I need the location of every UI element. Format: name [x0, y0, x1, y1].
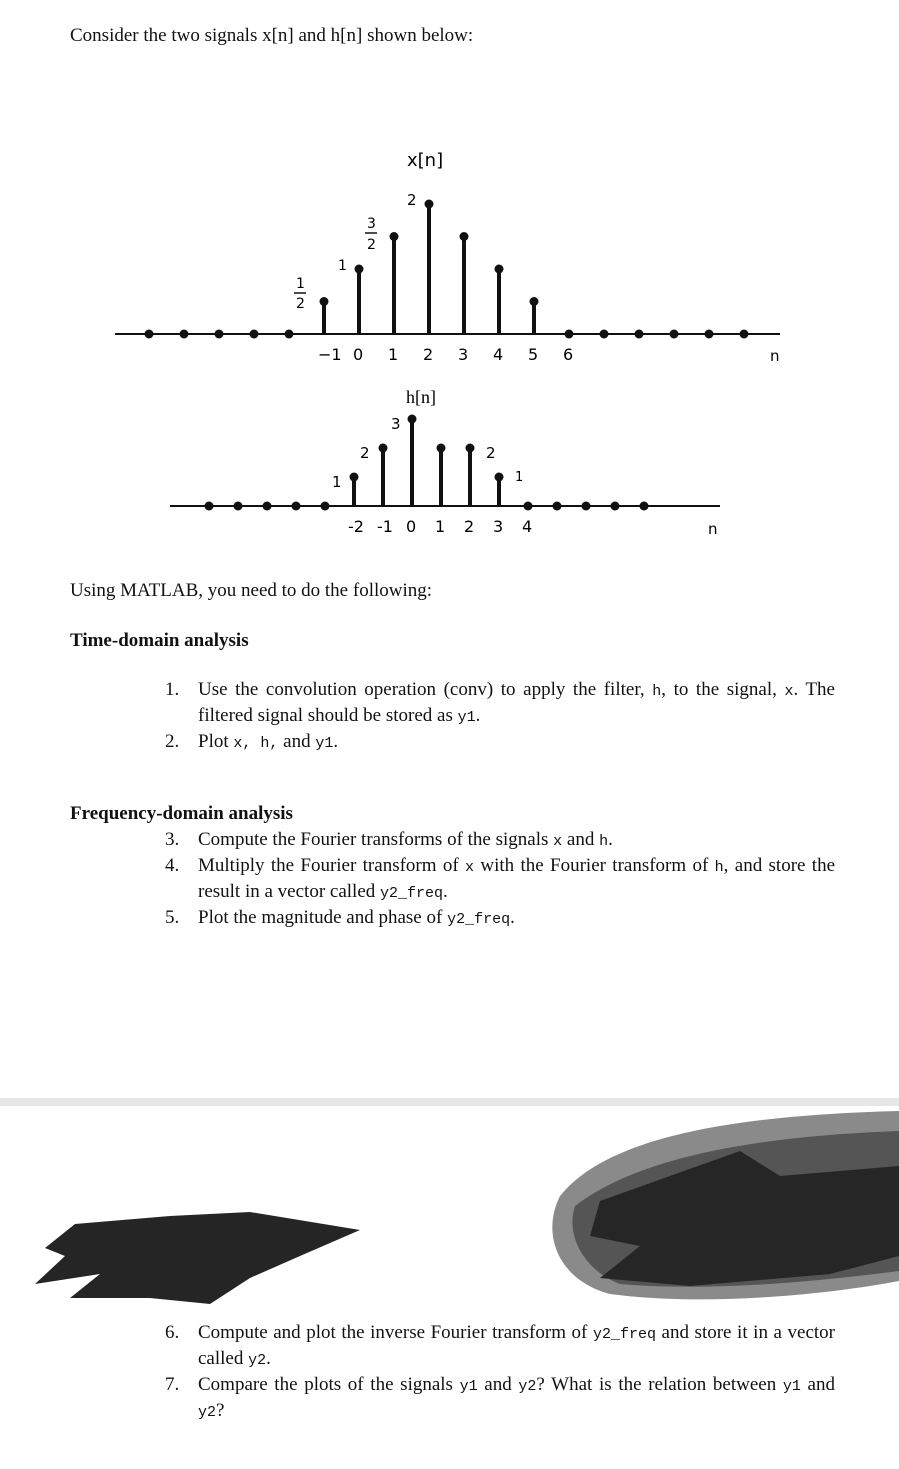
- step-2: [165, 730, 835, 756]
- zero-sample-dot: [263, 502, 272, 511]
- stem-dot: [437, 444, 446, 453]
- frequency-domain-steps: [165, 828, 835, 932]
- step-text: Use the convolution operation (conv) to apply the filter,: [198, 679, 653, 700]
- code-h: h: [714, 859, 724, 876]
- instructions-lead: Using MATLAB, you need to do the following:: [70, 580, 433, 601]
- code-y2: y2: [248, 1352, 267, 1369]
- step-number: 4.: [165, 855, 180, 876]
- zero-sample-dot: [145, 330, 154, 339]
- tick-label: 5: [528, 345, 539, 364]
- code-y2-freq: y2_freq: [592, 1326, 656, 1343]
- code-x: x: [465, 859, 475, 876]
- code-y1: y1: [457, 709, 476, 726]
- step-number: 3.: [165, 829, 180, 850]
- stem-dot: [320, 297, 329, 306]
- h-value-one-right: 1: [515, 470, 524, 485]
- zero-sample-dot: [250, 330, 259, 339]
- redaction-marks: [0, 1106, 899, 1316]
- h-axis-label: n: [708, 520, 718, 538]
- step-text: .: [475, 705, 481, 726]
- x-value-half-den: 2: [296, 296, 305, 312]
- step-number: 6.: [165, 1322, 180, 1343]
- step-4: [165, 854, 835, 906]
- zero-sample-dot: [670, 330, 679, 339]
- step-text: with the Fourier transform of: [474, 855, 715, 876]
- tick-label: -1: [377, 517, 393, 536]
- code-y2: y2: [518, 1378, 537, 1395]
- zero-sample-dot: [611, 502, 620, 511]
- stem-dot: [460, 232, 469, 241]
- step-number: 7.: [165, 1374, 180, 1395]
- zero-sample-dot: [635, 330, 644, 339]
- step-text: Compute the Fourier transforms of the signals: [198, 829, 554, 850]
- zero-sample-dot: [640, 502, 649, 511]
- tick-label: −1: [318, 345, 342, 364]
- h-value-two-right: 2: [486, 444, 496, 462]
- stem-dot: [495, 473, 504, 482]
- redaction-mark-left: [35, 1212, 360, 1304]
- code-h: h: [599, 833, 609, 850]
- signal-figure: [0, 130, 899, 555]
- tick-label: -2: [348, 517, 364, 536]
- code-y1: y1: [782, 1378, 801, 1395]
- step-text: ? What is the relation between: [536, 1374, 783, 1395]
- stem-dot: [350, 473, 359, 482]
- x-value-half-num: 1: [296, 276, 305, 292]
- zero-sample-dot: [705, 330, 714, 339]
- time-domain-heading: Time-domain analysis: [70, 630, 249, 651]
- zero-sample-dot: [234, 502, 243, 511]
- step-number: 5.: [165, 907, 180, 928]
- step-text: , and store the result in a vector called: [198, 855, 835, 902]
- stem-dot: [355, 265, 364, 274]
- step-text: and: [800, 1374, 835, 1395]
- zero-sample-dot: [582, 502, 591, 511]
- step-text: Multiply the Fourier transform of: [198, 855, 466, 876]
- code-y2-freq: y2_freq: [380, 885, 444, 902]
- step-text: .: [266, 1348, 271, 1369]
- tick-label: 0: [353, 345, 364, 364]
- code-y1: y1: [315, 735, 334, 752]
- step-5: [165, 906, 835, 932]
- step-text: , to the signal,: [661, 679, 785, 700]
- stem-dot: [379, 444, 388, 453]
- code-y2: y2: [198, 1404, 217, 1421]
- step-6: [165, 1321, 835, 1373]
- zero-sample-dot: [292, 502, 301, 511]
- step-1: [165, 678, 835, 730]
- tick-label: 2: [423, 345, 434, 364]
- zero-sample-dot: [205, 502, 214, 511]
- code-y2-freq: y2_freq: [447, 911, 511, 928]
- stem-dot: [466, 444, 475, 453]
- x-value-threehalf-num: 3: [367, 216, 376, 232]
- step-text: . The filtered signal should be stored as: [198, 679, 835, 726]
- tick-label: 1: [388, 345, 399, 364]
- zero-sample-dot: [600, 330, 609, 339]
- redacted-scribble-area: [0, 1106, 899, 1321]
- page-divider: [0, 1098, 899, 1106]
- stem-dot: [495, 265, 504, 274]
- step-7: [165, 1373, 835, 1425]
- step-text: .: [443, 881, 448, 902]
- step-number: 1.: [165, 679, 180, 700]
- step-text: .: [333, 731, 339, 752]
- signal-plots-svg: [0, 130, 899, 550]
- code-y1: y1: [459, 1378, 478, 1395]
- step-text: Plot: [198, 731, 234, 752]
- code-x: x: [553, 833, 563, 850]
- step-3: [165, 828, 835, 854]
- zero-sample-dot: [524, 502, 533, 511]
- x-value-one: 1: [338, 258, 347, 274]
- h-plot-title: h[n]: [406, 387, 436, 407]
- code-h: h: [652, 683, 662, 700]
- tick-label: 3: [458, 345, 469, 364]
- step-text: and: [562, 829, 600, 850]
- step-text: .: [608, 829, 613, 850]
- stem-dot: [408, 415, 417, 424]
- tick-label: 4: [493, 345, 504, 364]
- step-text: ?: [216, 1400, 225, 1421]
- zero-sample-dot: [215, 330, 224, 339]
- h-value-one: 1: [332, 473, 342, 491]
- x-value-two: 2: [407, 191, 417, 209]
- h-value-two: 2: [360, 444, 370, 462]
- tick-label: 6: [563, 345, 574, 364]
- stem-dot: [425, 200, 434, 209]
- x-plot-title: x[n]: [407, 150, 444, 171]
- step-text: and: [477, 1374, 519, 1395]
- h-stems-group: [205, 415, 649, 511]
- time-domain-steps: [165, 678, 835, 756]
- h-ticks-group: [348, 517, 532, 536]
- step-text: .: [510, 907, 515, 928]
- h-value-three: 3: [391, 415, 401, 433]
- zero-sample-dot: [565, 330, 574, 339]
- x-stems-group: [145, 200, 749, 339]
- intro-text: Consider the two signals x[n] and h[n] shown below:: [70, 25, 474, 46]
- zero-sample-dot: [553, 502, 562, 511]
- code-x-h: x, h,: [233, 735, 279, 752]
- step-text: Compute and plot the inverse Fourier transform of: [198, 1322, 593, 1343]
- step-number: 2.: [165, 731, 180, 752]
- step-text: and store it in a vector called: [198, 1322, 836, 1369]
- comparison-steps: [165, 1321, 835, 1425]
- step-text: and: [278, 731, 316, 752]
- code-x: x: [784, 683, 794, 700]
- step-text: Plot the magnitude and phase of: [198, 907, 448, 928]
- frequency-domain-heading: Frequency-domain analysis: [70, 803, 293, 824]
- stem-dot: [530, 297, 539, 306]
- stem-dot: [390, 232, 399, 241]
- x-value-threehalf-den: 2: [367, 237, 376, 253]
- tick-label: 2: [464, 517, 475, 536]
- tick-label: 3: [493, 517, 504, 536]
- zero-sample-dot: [180, 330, 189, 339]
- tick-label: 1: [435, 517, 446, 536]
- zero-sample-dot: [740, 330, 749, 339]
- tick-label: 4: [522, 517, 533, 536]
- tick-label: 0: [406, 517, 417, 536]
- zero-sample-dot: [321, 502, 330, 511]
- x-ticks-group: [318, 345, 573, 364]
- x-axis-label: n: [770, 347, 780, 365]
- zero-sample-dot: [285, 330, 294, 339]
- step-text: Compare the plots of the signals: [198, 1374, 460, 1395]
